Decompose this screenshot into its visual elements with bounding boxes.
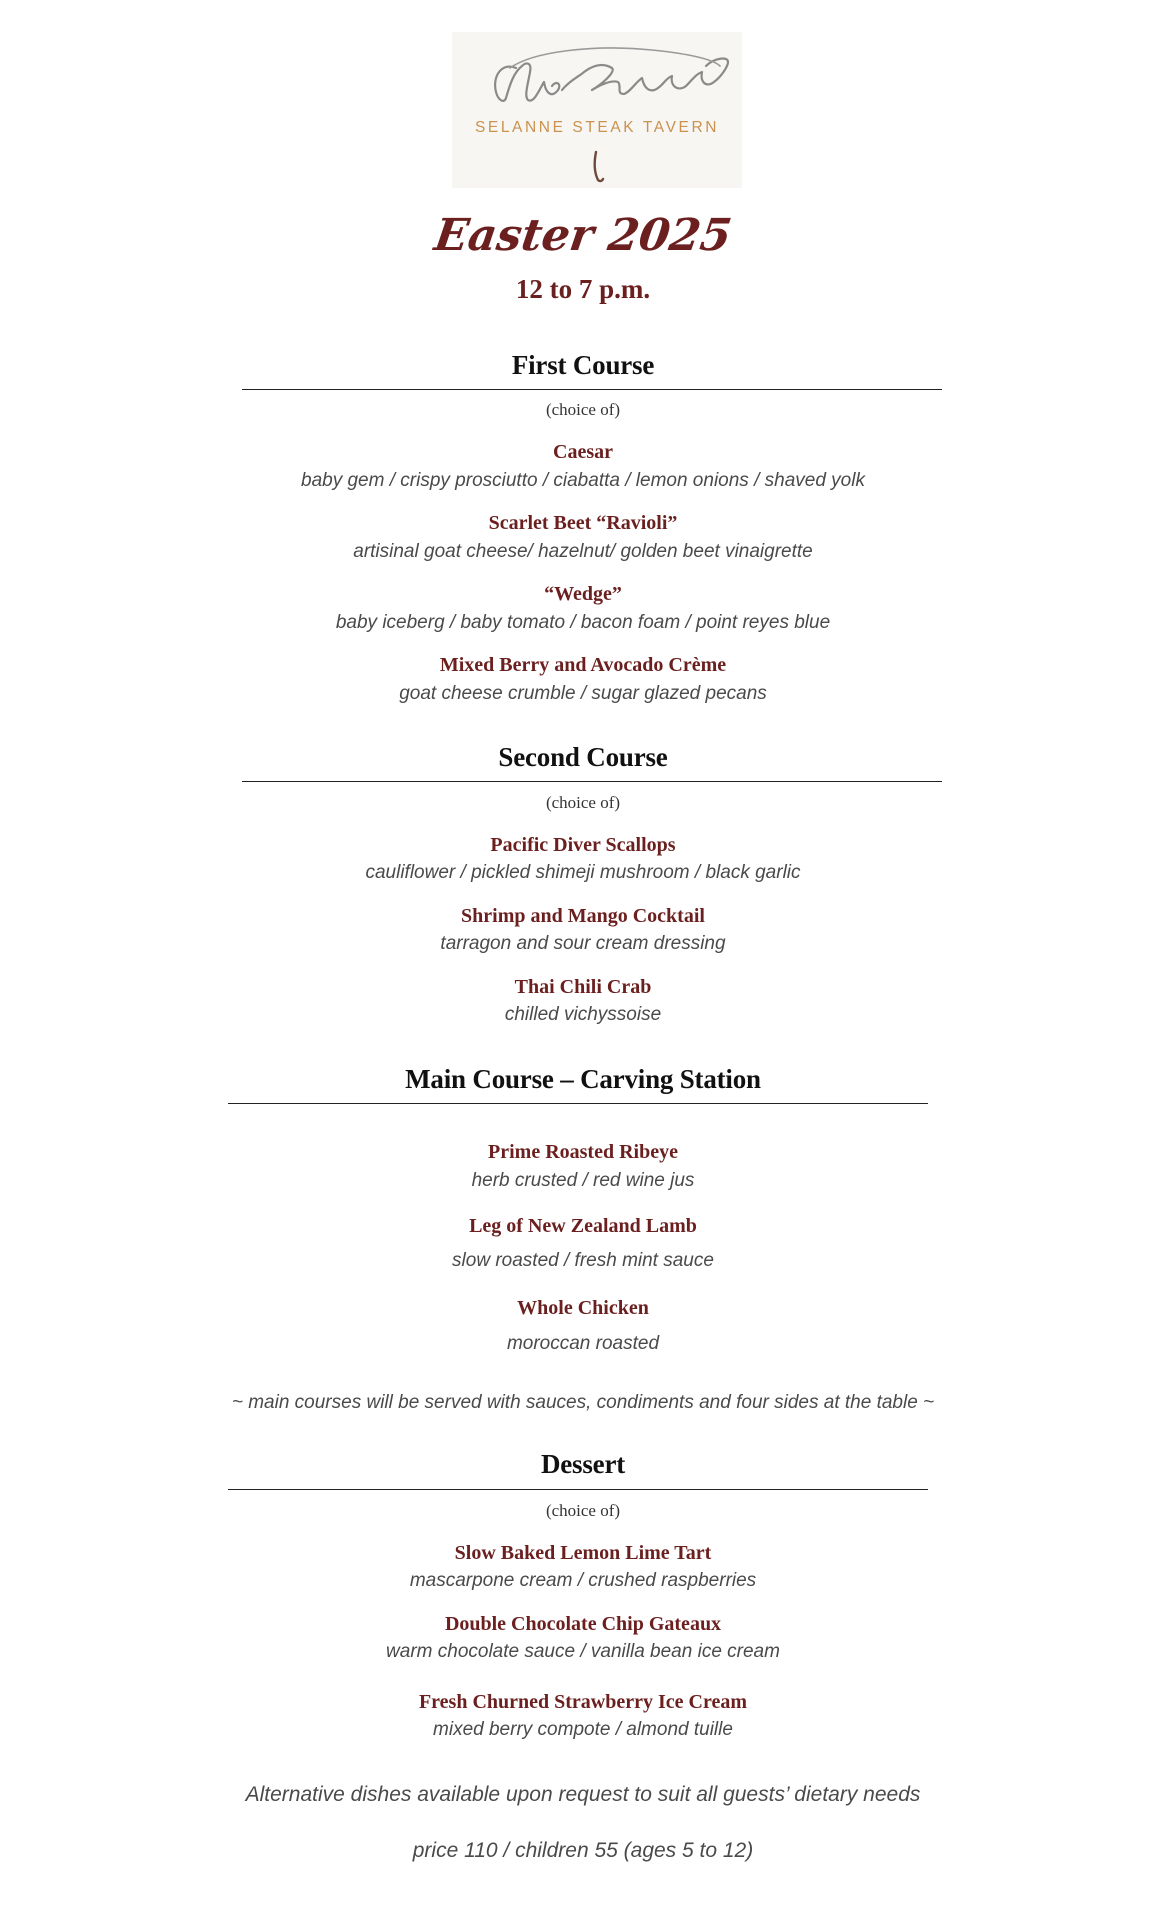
dish-name: Leg of New Zealand Lamb [469, 1215, 697, 1237]
section-divider [242, 389, 942, 390]
sides-note: ~ main courses will be served with sauces, condiments and four sides at the table ~ [231, 1392, 935, 1413]
dish-name: Whole Chicken [517, 1297, 649, 1319]
dish-name: “Wedge” [544, 583, 622, 605]
dish-description: goat cheese crumble / sugar glazed pecans [399, 683, 767, 704]
signature-icon [452, 32, 742, 188]
section-title: Dessert [540, 1449, 626, 1479]
section-title: Second Course [498, 742, 668, 772]
section-divider [242, 781, 942, 782]
dish-description: mascarpone cream / crushed raspberries [409, 1570, 757, 1591]
dish-name: Slow Baked Lemon Lime Tart [454, 1542, 712, 1564]
choice-note: (choice of) [545, 400, 621, 419]
section-title: First Course [511, 350, 655, 380]
dish-description: artisinal goat cheese/ hazelnut/ golden beet vinaigrette [353, 541, 813, 562]
dish-description: baby iceberg / baby tomato / bacon foam / point reyes blue [335, 612, 831, 633]
dish-name: Thai Chili Crab [514, 976, 652, 998]
restaurant-logo [452, 32, 742, 188]
dish-name: Scarlet Beet “Ravioli” [488, 512, 678, 534]
dish-name: Double Chocolate Chip Gateaux [444, 1613, 722, 1635]
restaurant-brand-name: SELANNE STEAK TAVERN [474, 119, 720, 136]
event-hours: 12 to 7 p.m. [515, 274, 651, 304]
dish-description: herb crusted / red wine jus [471, 1170, 695, 1191]
dish-name: Fresh Churned Strawberry Ice Cream [418, 1691, 748, 1713]
section-title: Main Course – Carving Station [405, 1064, 761, 1094]
choice-note: (choice of) [545, 1501, 621, 1520]
section-divider [228, 1489, 928, 1490]
section-divider [228, 1103, 928, 1104]
price-line: price 110 / children 55 (ages 5 to 12) [412, 1839, 754, 1862]
dish-name: Caesar [553, 441, 613, 463]
dish-name: Pacific Diver Scallops [490, 834, 676, 856]
dish-name: Mixed Berry and Avocado Crème [439, 654, 727, 676]
dietary-note: Alternative dishes available upon request to suit all guests’ dietary needs [245, 1783, 921, 1806]
dish-description: moroccan roasted [506, 1333, 660, 1354]
dish-description: baby gem / crispy prosciutto / ciabatta / lemon onions / shaved yolk [301, 470, 865, 491]
dish-description: tarragon and sour cream dressing [440, 933, 726, 954]
dish-description: mixed berry compote / almond tuille [433, 1719, 733, 1740]
event-title: Easter 2025 [431, 210, 735, 261]
dish-name: Shrimp and Mango Cocktail [461, 905, 705, 927]
dish-description: warm chocolate sauce / vanilla bean ice cream [386, 1641, 780, 1662]
dish-description: cauliflower / pickled shimeji mushroom / black garlic [365, 862, 801, 883]
dish-name: Prime Roasted Ribeye [488, 1141, 678, 1163]
dish-description: chilled vichyssoise [504, 1004, 662, 1025]
choice-note: (choice of) [545, 793, 621, 812]
dish-description: slow roasted / fresh mint sauce [452, 1250, 714, 1271]
